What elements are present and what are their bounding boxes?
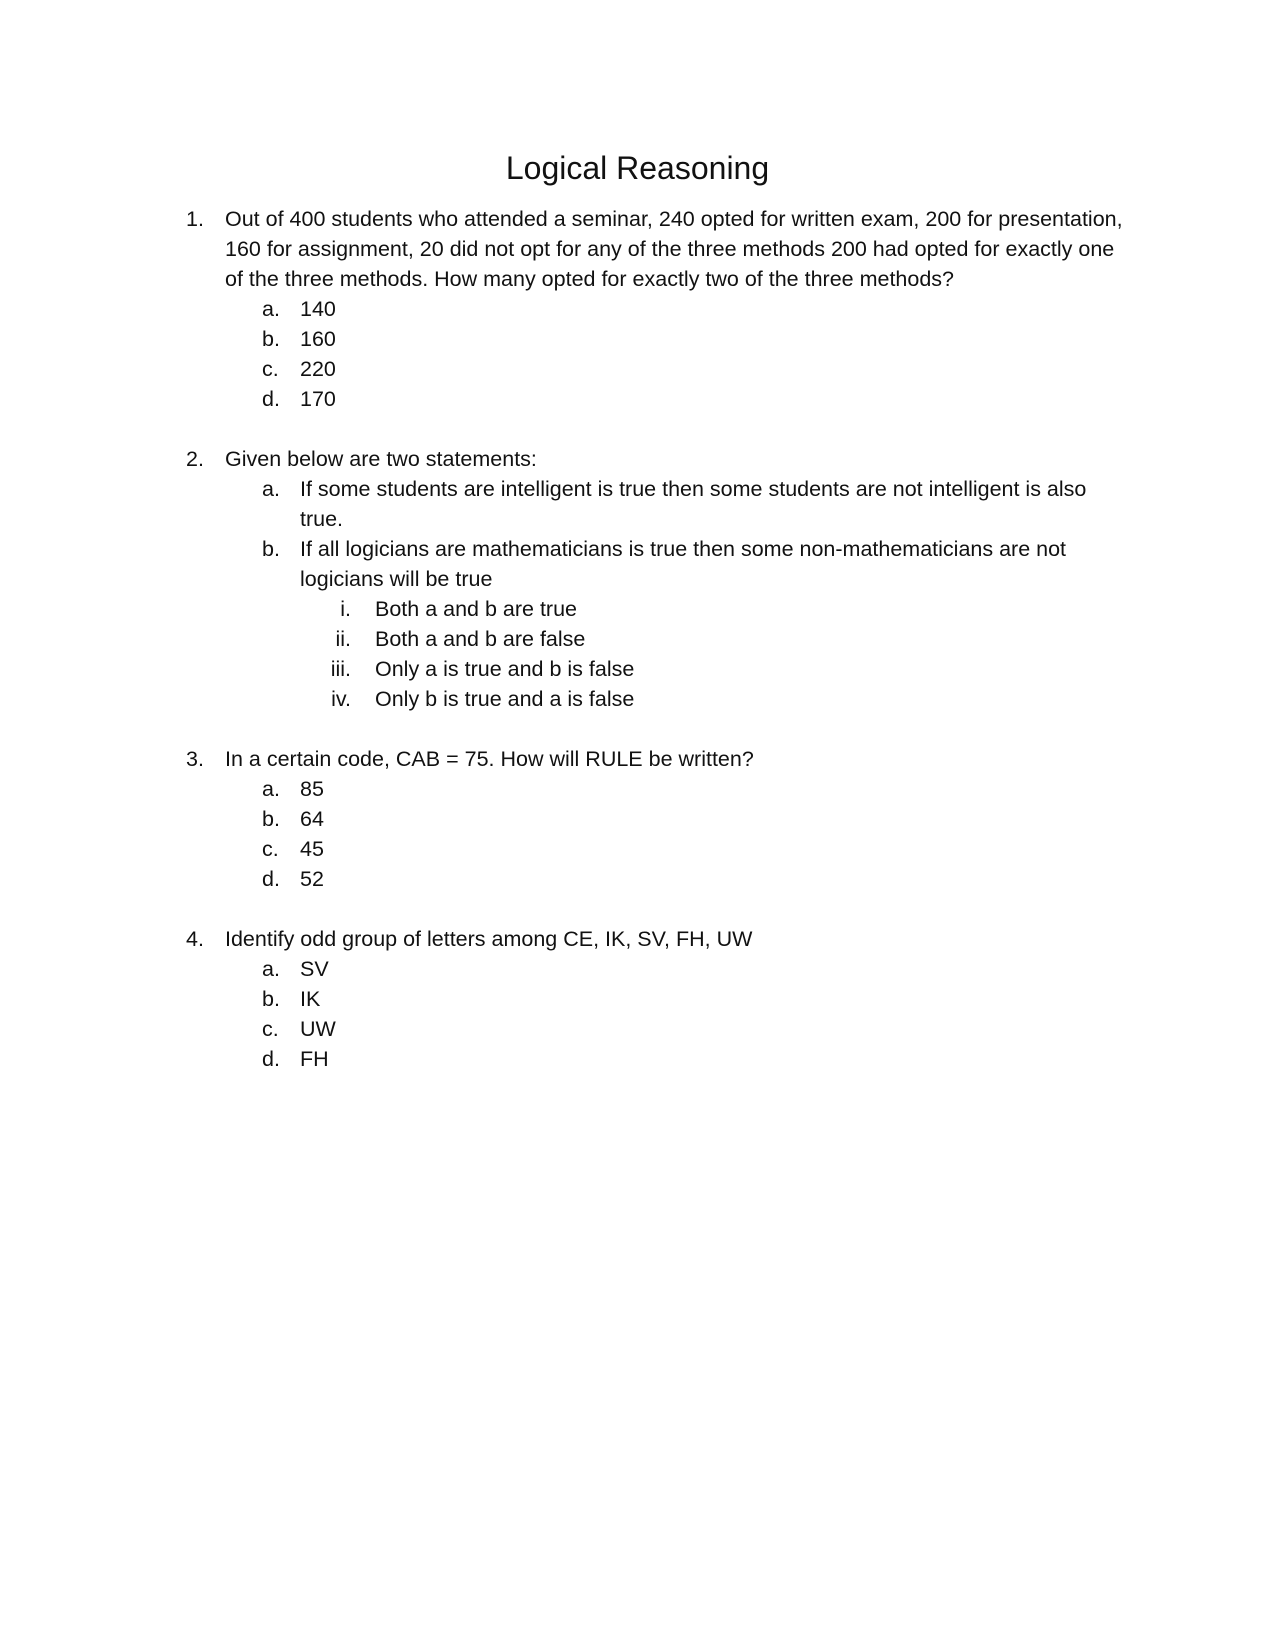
- option-item: [225, 624, 1126, 654]
- option-text: SV: [300, 957, 329, 981]
- page-title: Logical Reasoning: [505, 150, 770, 186]
- option-item: [225, 774, 1126, 804]
- option-text: Both a and b are true: [375, 597, 578, 621]
- question-text: In a certain code, CAB = 75. How will RULE be written?: [225, 747, 754, 771]
- question-list: [186, 204, 1126, 1104]
- question-2: [186, 444, 1126, 714]
- option-label: i.: [340, 597, 351, 621]
- option-label: b.: [262, 807, 280, 831]
- statement-item: [225, 474, 1126, 534]
- statement-item: [225, 534, 1126, 594]
- option-label: d.: [262, 1047, 280, 1071]
- question-number: 1.: [186, 207, 204, 231]
- question-4: [186, 924, 1126, 1074]
- option-item: [225, 654, 1126, 684]
- option-list: [225, 774, 1126, 894]
- option-item: [225, 864, 1126, 894]
- option-text: 140: [300, 297, 336, 321]
- option-label: b.: [262, 987, 280, 1011]
- option-text: Only a is true and b is false: [375, 657, 635, 681]
- option-item: [225, 954, 1126, 984]
- option-item: [225, 294, 1126, 324]
- option-text: 170: [300, 387, 336, 411]
- statement-text: If all logicians are mathematicians is true then some non-mathematicians are not logicians will be true: [300, 537, 1067, 591]
- option-item: [225, 834, 1126, 864]
- option-item: [225, 324, 1126, 354]
- statement-list: [225, 474, 1126, 594]
- option-text: 64: [300, 807, 324, 831]
- question-number: 2.: [186, 447, 204, 471]
- statement-label: b.: [262, 537, 280, 561]
- option-item: [225, 1014, 1126, 1044]
- question-text: Identify odd group of letters among CE, IK, SV, FH, UW: [225, 927, 753, 951]
- option-label: iv.: [331, 687, 351, 711]
- question-number: 4.: [186, 927, 204, 951]
- question-3: [186, 744, 1126, 894]
- option-item: [225, 804, 1126, 834]
- option-item: [225, 384, 1126, 414]
- option-list: [225, 954, 1126, 1074]
- option-label: b.: [262, 327, 280, 351]
- option-label: ii.: [335, 627, 351, 651]
- option-list: [225, 294, 1126, 414]
- option-text: 85: [300, 777, 324, 801]
- option-item: [225, 354, 1126, 384]
- question-1: [186, 204, 1126, 414]
- option-label: c.: [262, 1017, 279, 1041]
- option-item: [225, 1044, 1126, 1074]
- statement-text: If some students are intelligent is true then some students are not intelligent is also true.: [300, 477, 1087, 531]
- option-label: d.: [262, 387, 280, 411]
- option-text: Only b is true and a is false: [375, 687, 635, 711]
- option-label: iii.: [330, 657, 351, 681]
- option-text: Both a and b are false: [375, 627, 586, 651]
- statement-label: a.: [262, 477, 280, 501]
- option-item: [225, 684, 1126, 714]
- option-label: c.: [262, 357, 279, 381]
- option-label: a.: [262, 957, 280, 981]
- option-label: a.: [262, 297, 280, 321]
- option-text: UW: [300, 1017, 336, 1041]
- question-text: Given below are two statements:: [225, 447, 537, 471]
- question-number: 3.: [186, 747, 204, 771]
- option-item: [225, 594, 1126, 624]
- option-text: IK: [300, 987, 321, 1011]
- option-label: a.: [262, 777, 280, 801]
- question-text: Out of 400 students who attended a seminar, 240 opted for written exam, 200 for presentation, 160 for assignment, 20 did not opt for any of the three methods 200 had opted for exactly one of the three methods. How many opted for exactly two of the three methods?: [225, 207, 1123, 291]
- option-item: [225, 984, 1126, 1014]
- option-text: 160: [300, 327, 336, 351]
- option-label: c.: [262, 837, 279, 861]
- option-text: 220: [300, 357, 336, 381]
- option-text: FH: [300, 1047, 329, 1071]
- option-list: [225, 594, 1126, 714]
- option-label: d.: [262, 867, 280, 891]
- option-text: 52: [300, 867, 324, 891]
- option-text: 45: [300, 837, 324, 861]
